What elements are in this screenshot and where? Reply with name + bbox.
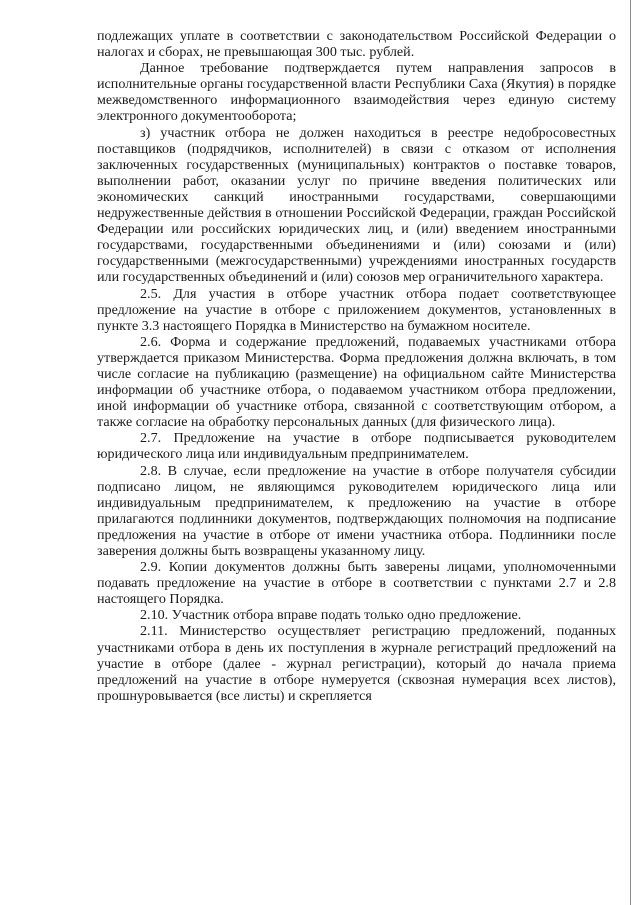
paragraph-requirement-confirmation: Данное требование подтверждается путем направления запросов в исполнительные органы государственной власти Республики Саха (Якутия) в порядке межведомственного информационного взаимодействия через единую систему электронного документооборота;	[97, 60, 616, 125]
paragraph-2-6: 2.6. Форма и содержание предложений, подаваемых участниками отбора утверждается приказом Министерства. Форма предложения должна включать, в том числе согласие на публикацию (размещение) на официальном сайте Министерства информации об участнике отбора, о подаваемом участником отбора предложении, иной информации об участнике отбора, связанной с соответствующим отбором, а также согласие на обработку персональных данных (для физического лица).	[97, 333, 616, 431]
paragraph-2-9: 2.9. Копии документов должны быть заверены лицами, уполномоченными подавать предложение на участие в отборе в соответствии с пунктами 2.7 и 2.8 настоящего Порядка.	[97, 559, 616, 608]
paragraph-continuation: подлежащих уплате в соответствии с законодательством Российской Федерации о налогах и сборах, не превышающая 300 тыс. рублей.	[97, 28, 616, 61]
paragraph-2-7: 2.7. Предложение на участие в отборе подписывается руководителем юридического лица или индивидуальным предпринимателем.	[97, 430, 616, 463]
document-body	[97, 28, 616, 704]
paragraph-2-11: 2.11. Министерство осуществляет регистрацию предложений, поданных участниками отбора в день их поступления в журнале регистраций предложений на участие в отборе (далее - журнал регистрации), который до начала приема предложений на участие в отборе нумеруется (сквозная нумерация всех листов), прошнуровывается (все листы) и скрепляется	[97, 623, 616, 704]
paragraph-item-z: з) участник отбора не должен находиться в реестре недобросовестных поставщиков (подрядчиков, исполнителей) в связи с отказом от исполнения заключенных государственных (муниципальных) контрактов о поставке товаров, выполнении работ, оказании услуг по причине введения политических или экономических санкций иностранными государствами, совершающими недружественные действия в отношении Российской Федерации, граждан Российской Федерации или российских юридических лиц, и (или) введением иностранными государствами, государственными объединениями и (или) союзами и (или) государственными (межгосударственными) учреждениями иностранных государств или государственных объединений и (или) союзов мер ограничительного характера.	[97, 124, 616, 286]
paragraph-2-5: 2.5. Для участия в отборе участник отбора подает соответствующее предложение на участие в отборе с приложением документов, установленных в пункте 3.3 настоящего Порядка в Министерство на бумажном носителе.	[97, 285, 616, 334]
page-edge-line	[630, 0, 631, 905]
paragraph-2-10: 2.10. Участник отбора вправе подать только одно предложение.	[140, 607, 522, 624]
paragraph-2-8: 2.8. В случае, если предложение на участие в отборе получателя субсидии подписано лицом, не являющимся руководителем юридического лица или индивидуальным предпринимателем, к предложению на участие в отборе прилагаются подлинники документов, подтверждающих полномочия на подписание предложения на участие в отборе от имени участника отбора. Подлинники после заверения должны быть возвращены указанному лицу.	[97, 462, 616, 559]
